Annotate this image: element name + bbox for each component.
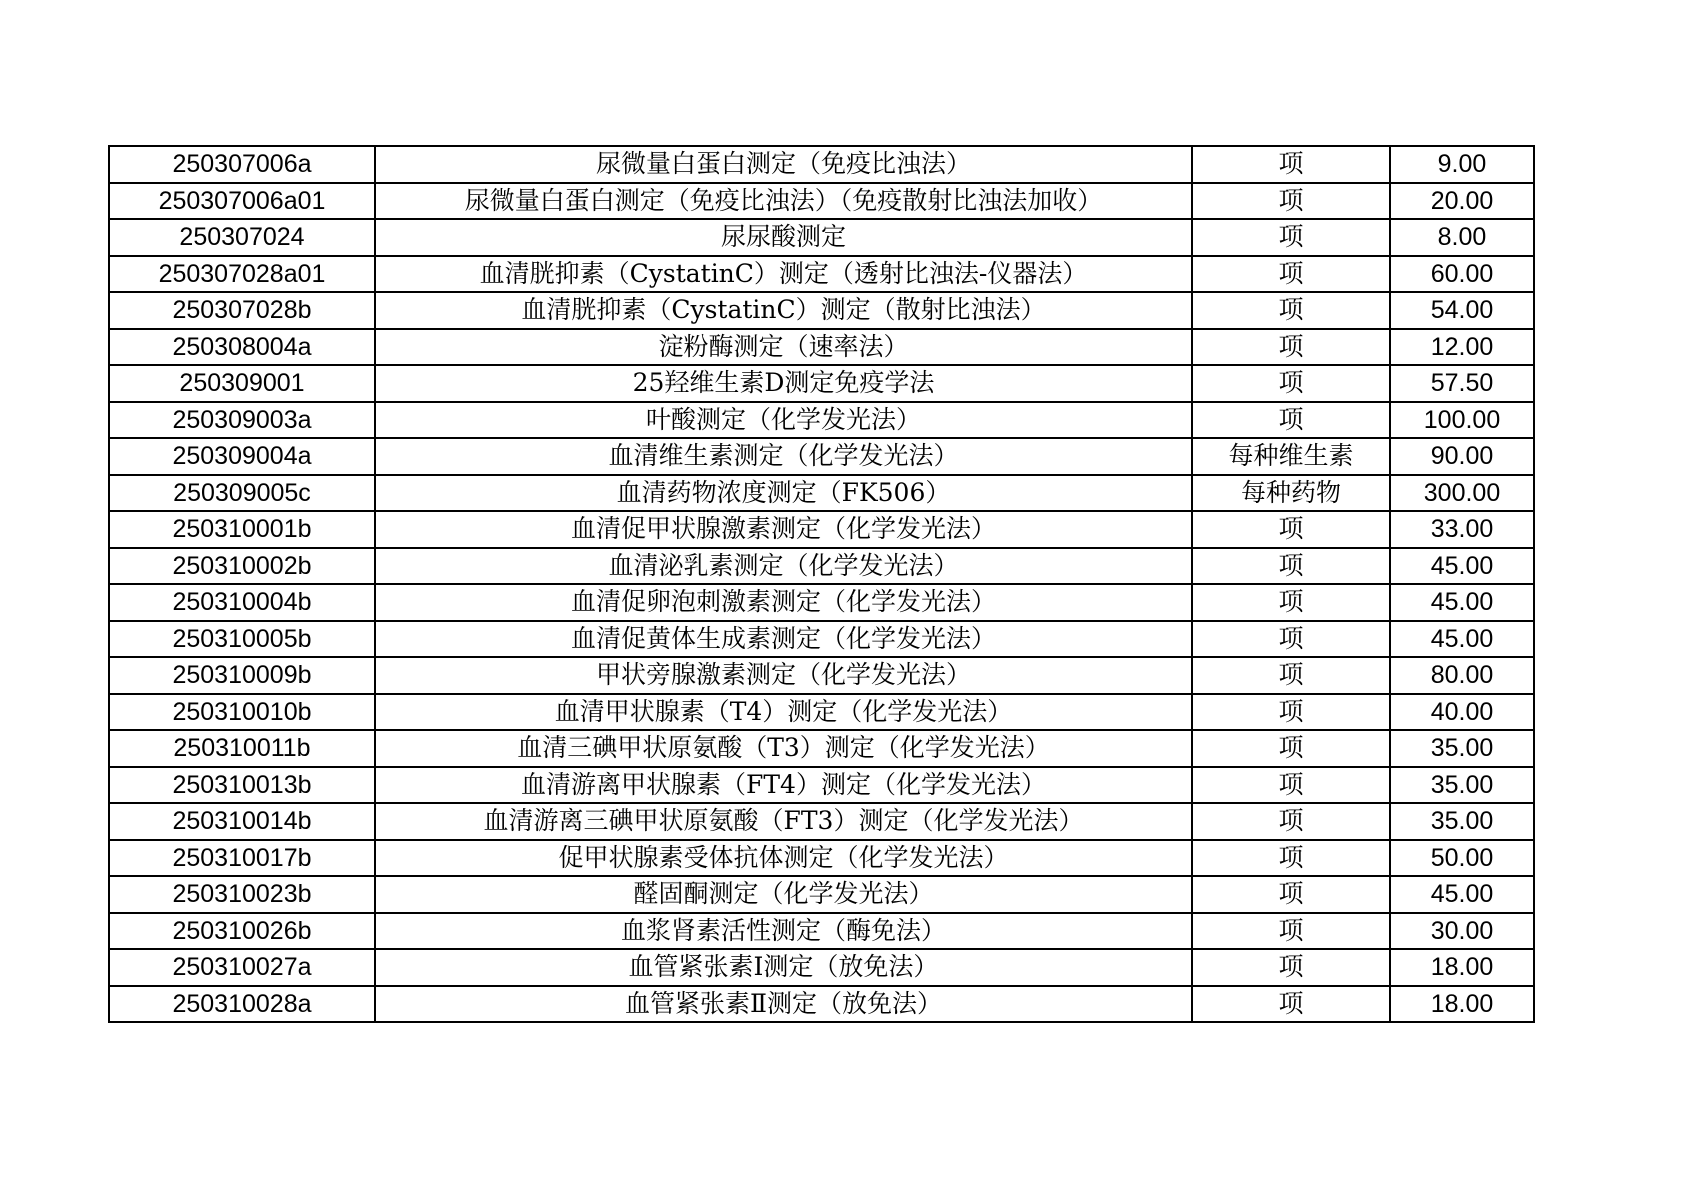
item-name-cell: 血清甲状腺素（T4）测定（化学发光法） — [375, 694, 1192, 731]
item-name-cell: 尿尿酸测定 — [375, 219, 1192, 256]
item-code-cell: 250307006a — [109, 146, 375, 183]
item-code-cell: 250310014b — [109, 803, 375, 840]
table-row — [109, 475, 1534, 512]
table-body — [109, 146, 1534, 1022]
item-code-cell: 250307024 — [109, 219, 375, 256]
item-unit-cell: 项 — [1192, 803, 1390, 840]
item-code-cell: 250309005c — [109, 475, 375, 512]
item-unit-cell: 项 — [1192, 657, 1390, 694]
item-code-cell: 250310005b — [109, 621, 375, 658]
item-unit-cell: 项 — [1192, 548, 1390, 585]
item-unit-cell: 项 — [1192, 621, 1390, 658]
item-unit-cell: 项 — [1192, 694, 1390, 731]
item-code-cell: 250310011b — [109, 730, 375, 767]
item-name-cell: 血清促卵泡刺激素测定（化学发光法） — [375, 584, 1192, 621]
item-code-cell: 250310028a — [109, 986, 375, 1023]
item-name-cell: 血清胱抑素（CystatinC）测定（散射比浊法） — [375, 292, 1192, 329]
table-row — [109, 621, 1534, 658]
item-name-cell: 血清促黄体生成素测定（化学发光法） — [375, 621, 1192, 658]
item-price-cell: 60.00 — [1390, 256, 1534, 293]
item-unit-cell: 每种药物 — [1192, 475, 1390, 512]
item-code-cell: 250310027a — [109, 949, 375, 986]
item-price-cell: 9.00 — [1390, 146, 1534, 183]
item-code-cell: 250310023b — [109, 876, 375, 913]
table-row — [109, 657, 1534, 694]
item-unit-cell: 项 — [1192, 365, 1390, 402]
table-row — [109, 730, 1534, 767]
table-row — [109, 146, 1534, 183]
item-name-cell: 促甲状腺素受体抗体测定（化学发光法） — [375, 840, 1192, 877]
item-price-cell: 45.00 — [1390, 876, 1534, 913]
item-price-cell: 18.00 — [1390, 986, 1534, 1023]
item-name-cell: 血清维生素测定（化学发光法） — [375, 438, 1192, 475]
table-row — [109, 876, 1534, 913]
item-unit-cell: 项 — [1192, 256, 1390, 293]
item-code-cell: 250307028b — [109, 292, 375, 329]
item-unit-cell: 项 — [1192, 329, 1390, 366]
item-price-cell: 90.00 — [1390, 438, 1534, 475]
table-row — [109, 183, 1534, 220]
item-price-cell: 45.00 — [1390, 548, 1534, 585]
table-row — [109, 511, 1534, 548]
item-price-cell: 40.00 — [1390, 694, 1534, 731]
item-name-cell: 血清游离甲状腺素（FT4）测定（化学发光法） — [375, 767, 1192, 804]
item-price-cell: 300.00 — [1390, 475, 1534, 512]
item-code-cell: 250310010b — [109, 694, 375, 731]
item-price-cell: 35.00 — [1390, 803, 1534, 840]
item-name-cell: 血清三碘甲状原氨酸（T3）测定（化学发光法） — [375, 730, 1192, 767]
item-price-cell: 35.00 — [1390, 730, 1534, 767]
item-unit-cell: 项 — [1192, 986, 1390, 1023]
item-name-cell: 血浆肾素活性测定（酶免法） — [375, 913, 1192, 950]
item-price-cell: 33.00 — [1390, 511, 1534, 548]
item-price-cell: 80.00 — [1390, 657, 1534, 694]
item-unit-cell: 项 — [1192, 402, 1390, 439]
table-row — [109, 840, 1534, 877]
table-row — [109, 219, 1534, 256]
item-code-cell: 250310002b — [109, 548, 375, 585]
item-unit-cell: 项 — [1192, 584, 1390, 621]
item-code-cell: 250310017b — [109, 840, 375, 877]
item-price-cell: 35.00 — [1390, 767, 1534, 804]
item-code-cell: 250310026b — [109, 913, 375, 950]
item-price-cell: 50.00 — [1390, 840, 1534, 877]
item-price-cell: 54.00 — [1390, 292, 1534, 329]
item-code-cell: 250307006a01 — [109, 183, 375, 220]
item-name-cell: 血管紧张素Ⅰ测定（放免法） — [375, 949, 1192, 986]
table-row — [109, 548, 1534, 585]
table-row — [109, 584, 1534, 621]
price-table — [108, 145, 1535, 1023]
item-price-cell: 45.00 — [1390, 621, 1534, 658]
item-price-cell: 12.00 — [1390, 329, 1534, 366]
table-row — [109, 329, 1534, 366]
item-unit-cell: 项 — [1192, 183, 1390, 220]
table-row — [109, 365, 1534, 402]
item-name-cell: 尿微量白蛋白测定（免疫比浊法） — [375, 146, 1192, 183]
table-row — [109, 949, 1534, 986]
item-unit-cell: 项 — [1192, 511, 1390, 548]
item-unit-cell: 项 — [1192, 146, 1390, 183]
item-price-cell: 57.50 — [1390, 365, 1534, 402]
item-unit-cell: 项 — [1192, 767, 1390, 804]
item-name-cell: 醛固酮测定（化学发光法） — [375, 876, 1192, 913]
table-row — [109, 402, 1534, 439]
item-name-cell: 血清胱抑素（CystatinC）测定（透射比浊法-仪器法） — [375, 256, 1192, 293]
item-price-cell: 20.00 — [1390, 183, 1534, 220]
item-unit-cell: 项 — [1192, 730, 1390, 767]
item-name-cell: 叶酸测定（化学发光法） — [375, 402, 1192, 439]
item-name-cell: 血管紧张素Ⅱ测定（放免法） — [375, 986, 1192, 1023]
item-name-cell: 甲状旁腺激素测定（化学发光法） — [375, 657, 1192, 694]
item-name-cell: 尿微量白蛋白测定（免疫比浊法）（免疫散射比浊法加收） — [375, 183, 1192, 220]
table-row — [109, 913, 1534, 950]
item-price-cell: 30.00 — [1390, 913, 1534, 950]
item-price-cell: 18.00 — [1390, 949, 1534, 986]
table-row — [109, 694, 1534, 731]
item-unit-cell: 项 — [1192, 219, 1390, 256]
item-code-cell: 250310009b — [109, 657, 375, 694]
table-row — [109, 767, 1534, 804]
item-code-cell: 250308004a — [109, 329, 375, 366]
table-row — [109, 256, 1534, 293]
item-code-cell: 250309003a — [109, 402, 375, 439]
item-unit-cell: 项 — [1192, 876, 1390, 913]
item-unit-cell: 项 — [1192, 913, 1390, 950]
item-name-cell: 血清泌乳素测定（化学发光法） — [375, 548, 1192, 585]
item-price-cell: 45.00 — [1390, 584, 1534, 621]
item-code-cell: 250310013b — [109, 767, 375, 804]
table-row — [109, 438, 1534, 475]
table-row — [109, 986, 1534, 1023]
item-code-cell: 250309001 — [109, 365, 375, 402]
item-name-cell: 25羟维生素D测定免疫学法 — [375, 365, 1192, 402]
item-name-cell: 血清药物浓度测定（FK506） — [375, 475, 1192, 512]
item-unit-cell: 项 — [1192, 840, 1390, 877]
item-code-cell: 250310004b — [109, 584, 375, 621]
item-price-cell: 8.00 — [1390, 219, 1534, 256]
item-code-cell: 250310001b — [109, 511, 375, 548]
item-price-cell: 100.00 — [1390, 402, 1534, 439]
table-row — [109, 292, 1534, 329]
item-unit-cell: 项 — [1192, 292, 1390, 329]
item-name-cell: 淀粉酶测定（速率法） — [375, 329, 1192, 366]
item-name-cell: 血清促甲状腺激素测定（化学发光法） — [375, 511, 1192, 548]
item-code-cell: 250309004a — [109, 438, 375, 475]
item-name-cell: 血清游离三碘甲状原氨酸（FT3）测定（化学发光法） — [375, 803, 1192, 840]
item-unit-cell: 项 — [1192, 949, 1390, 986]
item-unit-cell: 每种维生素 — [1192, 438, 1390, 475]
item-code-cell: 250307028a01 — [109, 256, 375, 293]
table-row — [109, 803, 1534, 840]
